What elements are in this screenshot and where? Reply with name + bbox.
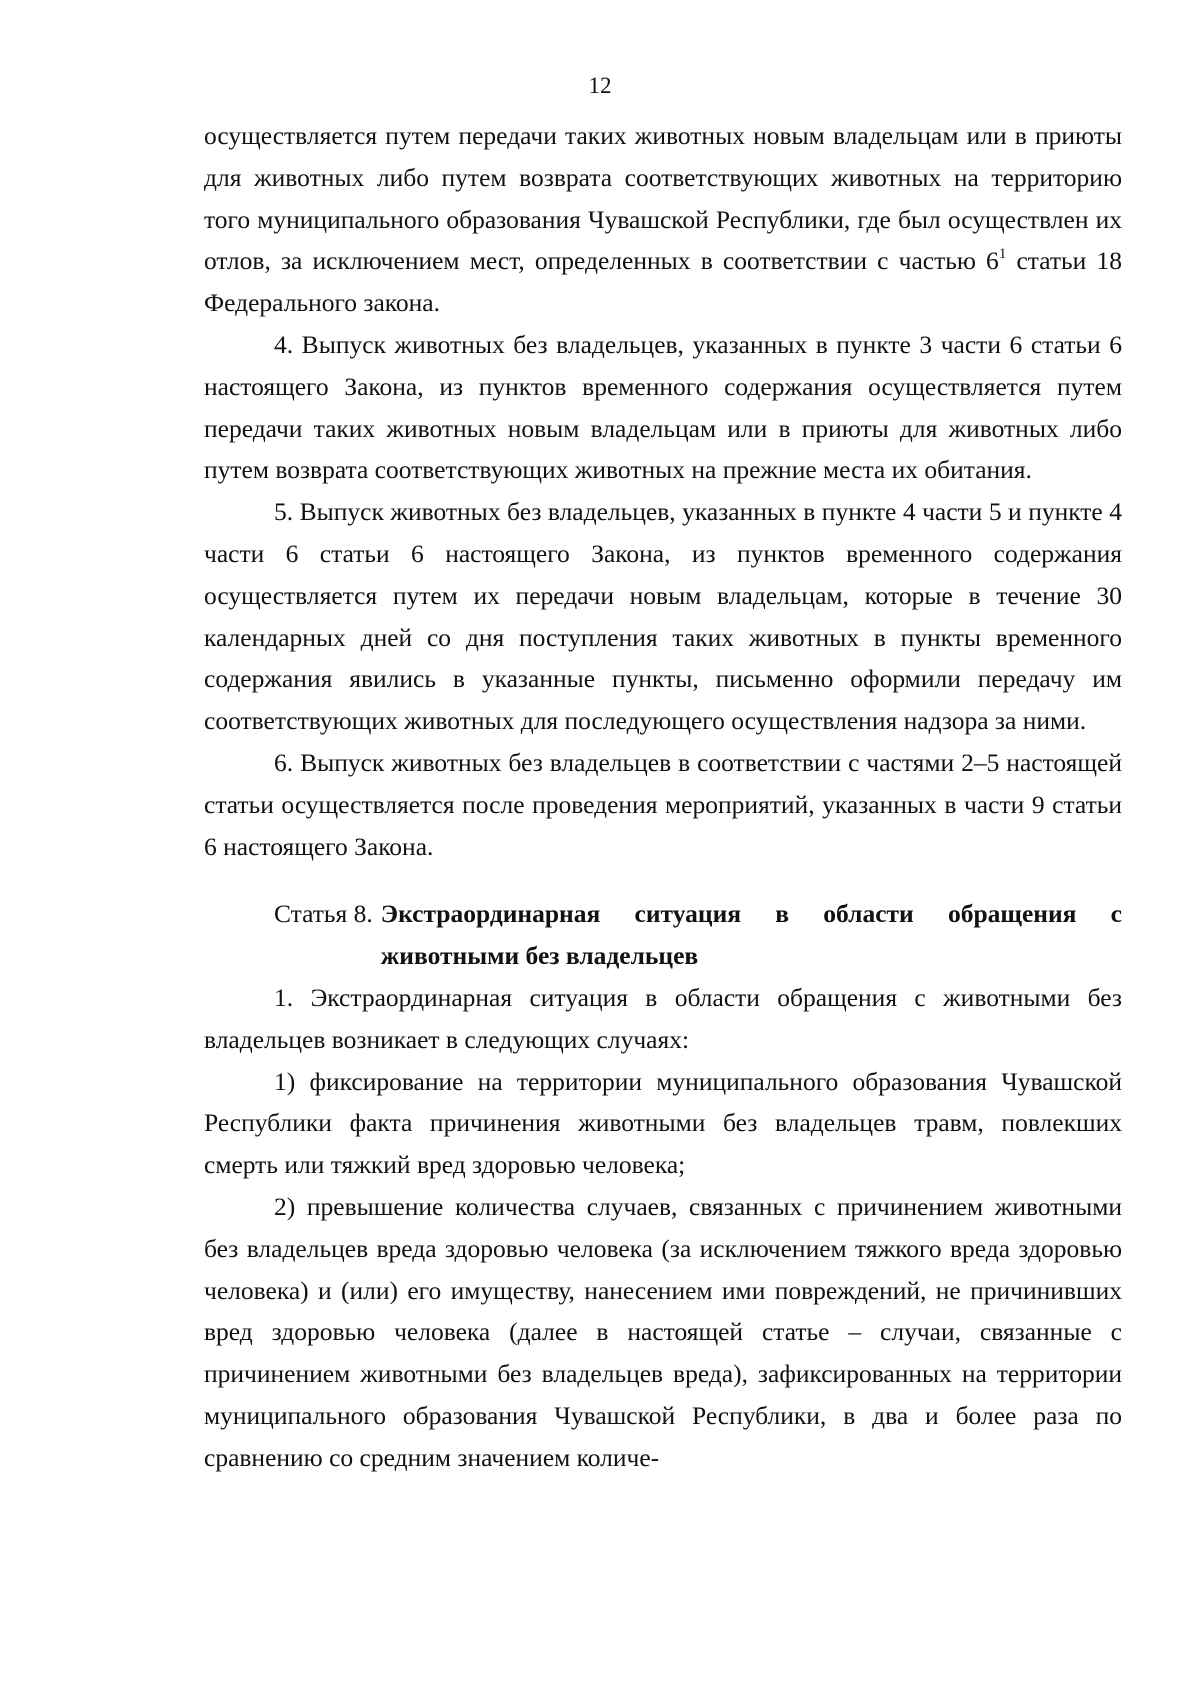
article-title: Экстраординарная ситуация в области обращения с животными без владельцев [380, 899, 1122, 971]
paragraph-continuation-text: осуществляется путем передачи таких животных новым владельцам или в приюты для животных либо путем возврата соответствующих животных на территорию того муниципального образования Чувашской Республики, где был осуществлен их отлов, за исключением мест, определенных в соответствии с частью 6 [204, 121, 1122, 276]
article-paragraph-1: 1. Экстраординарная ситуация в области обращения с животными без владельцев возникает в следующих случаях: [204, 982, 1122, 1054]
paragraph-item-4: 4. Выпуск животных без владельцев, указанных в пункте 3 части 6 статьи 6 настоящего Закона, из пунктов временного содержания осуществляется путем передачи таких животных новым владельцам или в приюты для животных либо путем возврата соответствующих животных на прежние места их обитания. [204, 329, 1122, 485]
article-subitem-1: 1) фиксирование на территории муниципального образования Чувашской Республики факта причинения животными без владельцев травм, повлекших смерть или тяжкий вред здоровью человека; [204, 1066, 1122, 1180]
superscript-reference: 1 [998, 245, 1007, 262]
paragraph-continuation [204, 115, 1122, 324]
paragraph-continuation-tail: статьи 18 Федерального закона. [204, 246, 1122, 318]
document-body [204, 115, 1122, 1479]
article-label: Статья 8. [274, 899, 373, 929]
page-number: 12 [588, 73, 612, 98]
article-subitem-2: 2) превышение количества случаев, связанных с причинением животными без владельцев вреда здоровью человека (за исключением тяжкого вреда здоровью человека) и (или) его имуществу, нанесением ими повреждений, не причинивших вред здоровью человека (далее в настоящей статье – случаи, связанные с причинением животными без владельцев вреда), зафиксированных на территории муниципального образования Чувашской Республики, в два и более раза по сравнению со средним значением количе- [204, 1191, 1122, 1472]
paragraph-item-6: 6. Выпуск животных без владельцев в соответствии с частями 2–5 настоящей статьи осуществляется после проведения мероприятий, указанных в части 9 статьи 6 настоящего Закона. [204, 747, 1122, 861]
article-heading [204, 893, 1122, 977]
paragraph-item-5: 5. Выпуск животных без владельцев, указанных в пункте 4 части 5 и пункте 4 части 6 статьи 6 настоящего Закона, из пунктов временного содержания осуществляется путем их передачи новым владельцам, которые в течение 30 календарных дней со дня поступления таких животных в пункты временного содержания явились в указанные пункты, письменно оформили передачу им соответствующих животных для последующего осуществления надзора за ними. [204, 497, 1122, 736]
